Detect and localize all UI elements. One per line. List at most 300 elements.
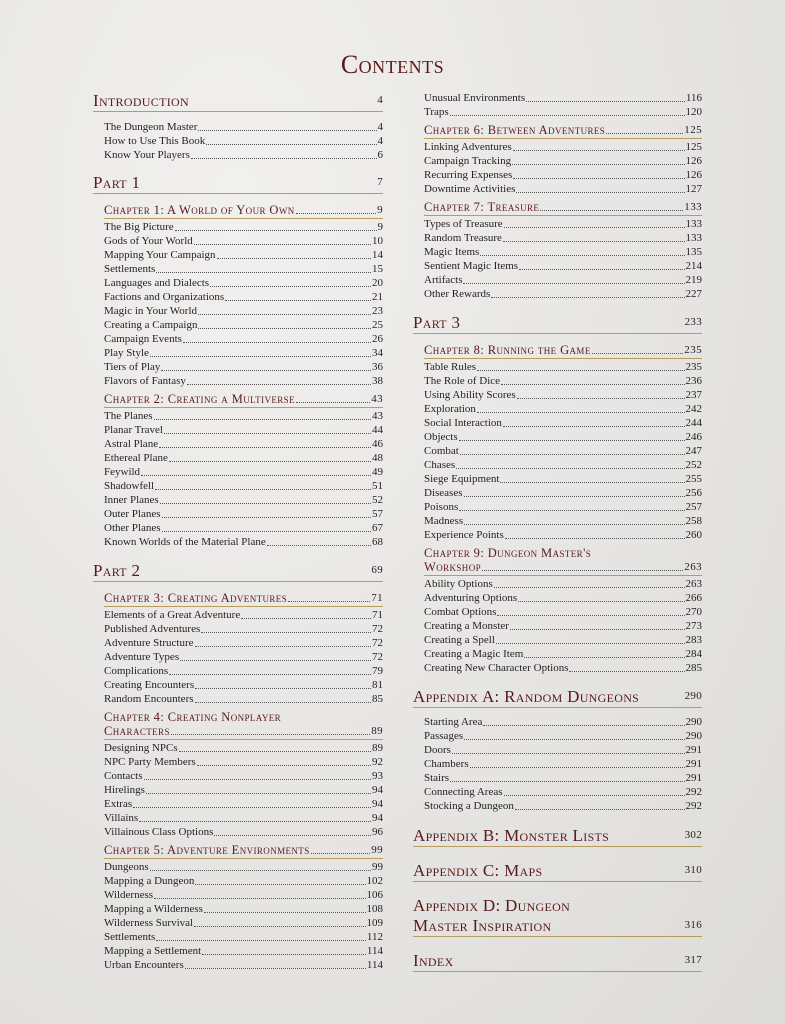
appendix-a-entries bbox=[413, 715, 702, 813]
leader-dots bbox=[477, 370, 684, 371]
entry-label: Linking Adventures bbox=[424, 141, 512, 153]
leader-dots bbox=[171, 734, 370, 735]
toc-entry[interactable] bbox=[104, 120, 383, 134]
toc-section-appendix-b[interactable] bbox=[413, 826, 702, 847]
leader-dots bbox=[296, 213, 376, 214]
entry-page: 112 bbox=[366, 931, 383, 943]
leader-dots bbox=[500, 482, 684, 483]
toc-entry[interactable] bbox=[104, 825, 383, 839]
leader-dots bbox=[198, 130, 376, 131]
toc-entry[interactable] bbox=[104, 783, 383, 797]
toc-chapter-1[interactable] bbox=[104, 203, 383, 219]
toc-right-column bbox=[413, 91, 702, 972]
leader-dots bbox=[483, 725, 684, 726]
toc-entry[interactable] bbox=[424, 472, 702, 486]
leader-dots bbox=[464, 496, 685, 497]
entry-label: Other Rewards bbox=[424, 288, 491, 300]
toc-entry[interactable] bbox=[424, 168, 702, 182]
toc-entry[interactable] bbox=[104, 507, 383, 521]
chapter-page: 99 bbox=[371, 844, 383, 856]
leader-dots bbox=[195, 702, 371, 703]
leader-dots bbox=[150, 870, 371, 871]
toc-entry[interactable] bbox=[104, 860, 383, 874]
leader-dots bbox=[510, 629, 685, 630]
toc-entry[interactable] bbox=[104, 290, 383, 304]
leader-dots bbox=[513, 178, 684, 179]
ch3-entries bbox=[93, 608, 383, 706]
toc-entry[interactable] bbox=[104, 636, 383, 650]
leader-dots bbox=[197, 765, 371, 766]
entry-page: 270 bbox=[685, 606, 702, 618]
leader-dots bbox=[146, 793, 371, 794]
toc-entry[interactable] bbox=[424, 757, 702, 771]
entry-page: 284 bbox=[685, 648, 702, 660]
toc-entry[interactable] bbox=[424, 259, 702, 273]
toc-entry[interactable] bbox=[104, 304, 383, 318]
leader-dots bbox=[592, 353, 684, 354]
toc-entry[interactable] bbox=[104, 664, 383, 678]
entry-label: Starting Area bbox=[424, 716, 483, 728]
leader-dots bbox=[194, 244, 371, 245]
section-line1 bbox=[413, 897, 702, 916]
entry-label: Types of Treasure bbox=[424, 218, 503, 230]
leader-dots bbox=[169, 461, 371, 462]
toc-entry[interactable] bbox=[104, 423, 383, 437]
entry-page: 71 bbox=[372, 609, 383, 621]
toc-chapter-8[interactable] bbox=[424, 343, 702, 359]
leader-dots bbox=[160, 503, 371, 504]
entry-page: 92 bbox=[372, 756, 383, 768]
section-page: 316 bbox=[684, 919, 702, 931]
chapter-label: Chapter 6: Between Adventures bbox=[424, 123, 606, 137]
chapter-rule bbox=[104, 606, 383, 607]
toc-chapter-3[interactable] bbox=[104, 591, 383, 607]
entry-label: Wilderness bbox=[104, 889, 154, 901]
leader-dots bbox=[504, 227, 685, 228]
leader-dots bbox=[187, 384, 371, 385]
toc-section-part2[interactable] bbox=[93, 561, 383, 582]
leader-dots bbox=[501, 384, 684, 385]
toc-entry[interactable] bbox=[104, 479, 383, 493]
toc-entry[interactable] bbox=[424, 287, 702, 301]
entry-label: Elements of a Great Adventure bbox=[104, 609, 241, 621]
toc-entry[interactable] bbox=[104, 769, 383, 783]
leader-dots bbox=[480, 255, 684, 256]
toc-entry[interactable] bbox=[104, 276, 383, 290]
toc-entry[interactable] bbox=[424, 182, 702, 196]
toc-entry[interactable] bbox=[104, 521, 383, 535]
entry-page: 72 bbox=[372, 637, 383, 649]
section-label: Introduction bbox=[93, 91, 189, 110]
leader-dots bbox=[452, 753, 685, 754]
entry-page: 102 bbox=[366, 875, 383, 887]
toc-entry[interactable] bbox=[424, 591, 702, 605]
entry-page: 236 bbox=[685, 375, 702, 387]
toc-entry[interactable] bbox=[424, 140, 702, 154]
toc-entry[interactable] bbox=[424, 514, 702, 528]
section-label: Appendix B: Monster Lists bbox=[413, 826, 610, 845]
leader-dots bbox=[524, 657, 684, 658]
leader-dots bbox=[460, 454, 685, 455]
entry-label: Passages bbox=[424, 730, 464, 742]
toc-entry[interactable] bbox=[104, 622, 383, 636]
chapter-rule bbox=[424, 358, 702, 359]
entry-page: 237 bbox=[685, 389, 702, 401]
leader-dots bbox=[194, 926, 365, 927]
toc-entry[interactable] bbox=[424, 619, 702, 633]
leader-dots bbox=[161, 370, 371, 371]
entry-page: 67 bbox=[372, 522, 383, 534]
leader-dots bbox=[464, 524, 684, 525]
intro-entries bbox=[93, 120, 383, 162]
entry-page: 36 bbox=[372, 361, 383, 373]
toc-entry[interactable] bbox=[424, 444, 702, 458]
entry-label: Random Treasure bbox=[424, 232, 502, 244]
entry-page: 133 bbox=[685, 218, 702, 230]
section-page: 7 bbox=[377, 176, 383, 188]
toc-chapter-5[interactable] bbox=[104, 843, 383, 859]
toc-entry[interactable] bbox=[424, 402, 702, 416]
leader-dots bbox=[494, 587, 685, 588]
entry-page: 214 bbox=[685, 260, 702, 272]
toc-entry[interactable] bbox=[424, 154, 702, 168]
entry-label: Ability Options bbox=[424, 578, 493, 590]
section-page: 302 bbox=[684, 829, 702, 841]
entry-label: The Role of Dice bbox=[424, 375, 501, 387]
toc-entry[interactable] bbox=[104, 678, 383, 692]
toc-entry[interactable] bbox=[424, 430, 702, 444]
section-label: Appendix C: Maps bbox=[413, 861, 543, 880]
toc-entry[interactable] bbox=[104, 360, 383, 374]
toc-entry[interactable] bbox=[104, 134, 383, 148]
toc-entry[interactable] bbox=[104, 262, 383, 276]
entry-label: Creating a Monster bbox=[424, 620, 509, 632]
leader-dots bbox=[214, 835, 371, 836]
entry-page: 6 bbox=[377, 149, 383, 161]
leader-dots bbox=[463, 283, 684, 284]
ch4-entries bbox=[93, 741, 383, 839]
leader-dots bbox=[504, 795, 685, 796]
toc-chapter-7[interactable] bbox=[424, 200, 702, 216]
toc-entry[interactable] bbox=[424, 715, 702, 729]
entry-label: Adventure Types bbox=[104, 651, 180, 663]
toc-entry[interactable] bbox=[424, 661, 702, 675]
entry-page: 255 bbox=[685, 473, 702, 485]
toc-entry[interactable] bbox=[104, 930, 383, 944]
entry-label: Stocking a Dungeon bbox=[424, 800, 514, 812]
entry-page: 242 bbox=[685, 403, 702, 415]
chapter-rule bbox=[424, 138, 702, 139]
entry-page: 34 bbox=[372, 347, 383, 359]
toc-entry[interactable] bbox=[104, 874, 383, 888]
leader-dots bbox=[296, 402, 370, 403]
toc-entry[interactable] bbox=[424, 605, 702, 619]
toc-entry[interactable] bbox=[104, 332, 383, 346]
toc-entry[interactable] bbox=[104, 608, 383, 622]
toc-entry[interactable] bbox=[104, 916, 383, 930]
toc-entry[interactable] bbox=[424, 374, 702, 388]
section-page: 4 bbox=[377, 94, 383, 106]
entry-label: Sentient Magic Items bbox=[424, 260, 519, 272]
leader-dots bbox=[210, 286, 371, 287]
toc-section-part1[interactable] bbox=[93, 173, 383, 194]
entry-page: 93 bbox=[372, 770, 383, 782]
toc-entry[interactable] bbox=[424, 647, 702, 661]
toc-chapter-9[interactable] bbox=[424, 546, 702, 576]
entry-page: 4 bbox=[377, 121, 383, 133]
leader-dots bbox=[450, 115, 685, 116]
leader-dots bbox=[154, 898, 365, 899]
entry-label: Magic in Your World bbox=[104, 305, 198, 317]
toc-section-appendix-a[interactable] bbox=[413, 687, 702, 708]
chapter-rule bbox=[104, 218, 383, 219]
toc-entry[interactable] bbox=[104, 741, 383, 755]
toc-section-index[interactable] bbox=[413, 951, 702, 972]
toc-entry[interactable] bbox=[424, 105, 702, 119]
entry-page: 266 bbox=[685, 592, 702, 604]
leader-dots bbox=[477, 412, 685, 413]
entry-label: Stairs bbox=[424, 772, 450, 784]
ch9-entries bbox=[413, 577, 702, 675]
toc-entry[interactable] bbox=[104, 374, 383, 388]
entry-label: Mapping Your Campaign bbox=[104, 249, 216, 261]
entry-label: Artifacts bbox=[424, 274, 463, 286]
entry-page: 227 bbox=[685, 288, 702, 300]
entry-label: Ethereal Plane bbox=[104, 452, 168, 464]
leader-dots bbox=[459, 510, 684, 511]
entry-label: Factions and Organizations bbox=[104, 291, 225, 303]
toc-entry[interactable] bbox=[424, 743, 702, 757]
toc-entry[interactable] bbox=[104, 437, 383, 451]
entry-page: 51 bbox=[372, 480, 383, 492]
toc-entry[interactable] bbox=[104, 958, 383, 972]
entry-label: Mapping a Settlement bbox=[104, 945, 202, 957]
leader-dots bbox=[505, 538, 685, 539]
entry-label: Combat bbox=[424, 445, 459, 457]
toc-entry[interactable] bbox=[104, 888, 383, 902]
section-page: 233 bbox=[684, 316, 702, 328]
entry-page: 290 bbox=[685, 730, 702, 742]
toc-entry[interactable] bbox=[104, 755, 383, 769]
toc-section-part3[interactable] bbox=[413, 313, 702, 334]
entry-label: Downtime Activities bbox=[424, 183, 516, 195]
toc-entry[interactable] bbox=[104, 650, 383, 664]
leader-dots bbox=[155, 489, 371, 490]
entry-label: Gods of Your World bbox=[104, 235, 193, 247]
leader-dots bbox=[179, 751, 371, 752]
entry-label: Doors bbox=[424, 744, 451, 756]
leader-dots bbox=[204, 912, 366, 913]
leader-dots bbox=[162, 517, 371, 518]
chapter-rule bbox=[104, 858, 383, 859]
leader-dots bbox=[491, 297, 684, 298]
section-label-line2: Master Inspiration bbox=[413, 916, 552, 935]
entry-label: Exploration bbox=[424, 403, 476, 415]
leader-dots bbox=[526, 101, 685, 102]
entry-label: Creating a Campaign bbox=[104, 319, 198, 331]
entry-label: Settlements bbox=[104, 263, 156, 275]
entry-page: 38 bbox=[372, 375, 383, 387]
entry-page: 126 bbox=[685, 169, 702, 181]
entry-label: Planar Travel bbox=[104, 424, 163, 436]
toc-entry[interactable] bbox=[424, 577, 702, 591]
leader-dots bbox=[450, 781, 684, 782]
entry-label: Languages and Dialects bbox=[104, 277, 210, 289]
entry-label: Contacts bbox=[104, 770, 143, 782]
toc-entry[interactable] bbox=[104, 811, 383, 825]
section-label: Part 1 bbox=[93, 173, 141, 192]
entry-page: 26 bbox=[372, 333, 383, 345]
toc-entry[interactable] bbox=[104, 535, 383, 549]
toc-entry[interactable] bbox=[104, 944, 383, 958]
leader-dots bbox=[459, 440, 685, 441]
toc-entry[interactable] bbox=[104, 465, 383, 479]
toc-entry[interactable] bbox=[104, 220, 383, 234]
entry-page: 106 bbox=[366, 889, 383, 901]
leader-dots bbox=[311, 853, 371, 854]
toc-entry[interactable] bbox=[424, 231, 702, 245]
entry-page: 292 bbox=[685, 786, 702, 798]
section-page: 310 bbox=[684, 864, 702, 876]
toc-section-appendix-c[interactable] bbox=[413, 861, 702, 882]
toc-entry[interactable] bbox=[104, 451, 383, 465]
entry-label: Tiers of Play bbox=[104, 361, 161, 373]
entry-page: 72 bbox=[372, 623, 383, 635]
entry-page: 85 bbox=[372, 693, 383, 705]
toc-entry[interactable] bbox=[424, 388, 702, 402]
leader-dots bbox=[198, 314, 371, 315]
chapter-rule bbox=[424, 575, 702, 576]
entry-page: 94 bbox=[372, 798, 383, 810]
entry-page: 52 bbox=[372, 494, 383, 506]
entry-page: 72 bbox=[372, 651, 383, 663]
entry-page: 290 bbox=[685, 716, 702, 728]
entry-page: 48 bbox=[372, 452, 383, 464]
toc-entry[interactable] bbox=[424, 91, 702, 105]
toc-entry[interactable] bbox=[424, 729, 702, 743]
entry-page: 256 bbox=[685, 487, 702, 499]
toc-entry[interactable] bbox=[104, 346, 383, 360]
section-label: Index bbox=[413, 951, 454, 970]
toc-entry[interactable] bbox=[104, 902, 383, 916]
chapter-label: Chapter 5: Adventure Environments bbox=[104, 843, 310, 857]
toc-entry[interactable] bbox=[424, 633, 702, 647]
leader-dots bbox=[288, 601, 370, 602]
entry-page: 15 bbox=[372, 263, 383, 275]
toc-entry[interactable] bbox=[424, 500, 702, 514]
toc-chapter-2[interactable] bbox=[104, 392, 383, 408]
entry-label: Mapping a Wilderness bbox=[104, 903, 203, 915]
toc-entry[interactable] bbox=[424, 799, 702, 813]
entry-label: Dungeons bbox=[104, 861, 149, 873]
entry-label: Published Adventures bbox=[104, 623, 201, 635]
chapter-rule bbox=[104, 739, 383, 740]
entry-page: 9 bbox=[377, 221, 383, 233]
entry-label: Designing NPCs bbox=[104, 742, 178, 754]
entry-page: 114 bbox=[366, 945, 383, 957]
entry-page: 20 bbox=[372, 277, 383, 289]
toc-entry[interactable] bbox=[104, 234, 383, 248]
leader-dots bbox=[606, 133, 683, 134]
toc-entry[interactable] bbox=[104, 493, 383, 507]
entry-page: 219 bbox=[685, 274, 702, 286]
entry-page: 46 bbox=[372, 438, 383, 450]
toc-entry[interactable] bbox=[424, 273, 702, 287]
toc-entry[interactable] bbox=[424, 416, 702, 430]
entry-label: Experience Points bbox=[424, 529, 504, 541]
entry-label: The Dungeon Master bbox=[104, 121, 198, 133]
toc-chapter-6[interactable] bbox=[424, 123, 702, 139]
entry-page: 89 bbox=[372, 742, 383, 754]
chapter-label: Chapter 3: Creating Adventures bbox=[104, 591, 288, 605]
entry-page: 252 bbox=[685, 459, 702, 471]
leader-dots bbox=[516, 192, 684, 193]
toc-entry[interactable] bbox=[424, 785, 702, 799]
entry-page: 21 bbox=[372, 291, 383, 303]
entry-label: Campaign Events bbox=[104, 333, 182, 345]
toc-entry[interactable] bbox=[424, 360, 702, 374]
entry-label: Urban Encounters bbox=[104, 959, 184, 971]
entry-label: Random Encounters bbox=[104, 693, 194, 705]
entry-label: Hirelings bbox=[104, 784, 145, 796]
toc-section-appendix-d[interactable] bbox=[413, 897, 702, 937]
toc-entry[interactable] bbox=[424, 217, 702, 231]
toc-entry[interactable] bbox=[424, 245, 702, 259]
entry-page: 292 bbox=[685, 800, 702, 812]
entry-page: 10 bbox=[372, 235, 383, 247]
section-label: Part 2 bbox=[93, 561, 141, 580]
entry-page: 260 bbox=[685, 529, 702, 541]
entry-label: The Planes bbox=[104, 410, 153, 422]
entry-label: Traps bbox=[424, 106, 449, 118]
toc-entry[interactable] bbox=[104, 148, 383, 162]
toc-entry[interactable] bbox=[424, 458, 702, 472]
leader-dots bbox=[175, 230, 377, 231]
toc-entry[interactable] bbox=[104, 409, 383, 423]
toc-entry[interactable] bbox=[424, 771, 702, 785]
chapter-rule bbox=[424, 215, 702, 216]
entry-page: 108 bbox=[366, 903, 383, 915]
toc-section-introduction[interactable] bbox=[93, 91, 383, 112]
entry-page: 263 bbox=[685, 578, 702, 590]
toc-entry[interactable] bbox=[104, 692, 383, 706]
leader-dots bbox=[195, 688, 371, 689]
entry-page: 126 bbox=[685, 155, 702, 167]
entry-label: Using Ability Scores bbox=[424, 389, 516, 401]
toc-chapter-4[interactable] bbox=[104, 710, 383, 740]
entry-label: Settlements bbox=[104, 931, 156, 943]
leader-dots bbox=[154, 419, 371, 420]
toc-entry[interactable] bbox=[424, 528, 702, 542]
toc-entry[interactable] bbox=[104, 797, 383, 811]
entry-page: 291 bbox=[685, 758, 702, 770]
chapter-label-line2: Workshop bbox=[424, 560, 482, 574]
leader-dots bbox=[512, 164, 684, 165]
leader-dots bbox=[518, 601, 684, 602]
section-page: 317 bbox=[684, 954, 702, 966]
toc-entry[interactable] bbox=[424, 486, 702, 500]
leader-dots bbox=[540, 210, 683, 211]
leader-dots bbox=[482, 570, 683, 571]
toc-entry[interactable] bbox=[104, 248, 383, 262]
entry-label: Complications bbox=[104, 665, 169, 677]
entry-page: 94 bbox=[372, 812, 383, 824]
toc-entry[interactable] bbox=[104, 318, 383, 332]
chapter-label-line2: Characters bbox=[104, 724, 170, 738]
leader-dots bbox=[519, 269, 684, 270]
entry-label: Recurring Expenses bbox=[424, 169, 513, 181]
entry-page: 49 bbox=[372, 466, 383, 478]
